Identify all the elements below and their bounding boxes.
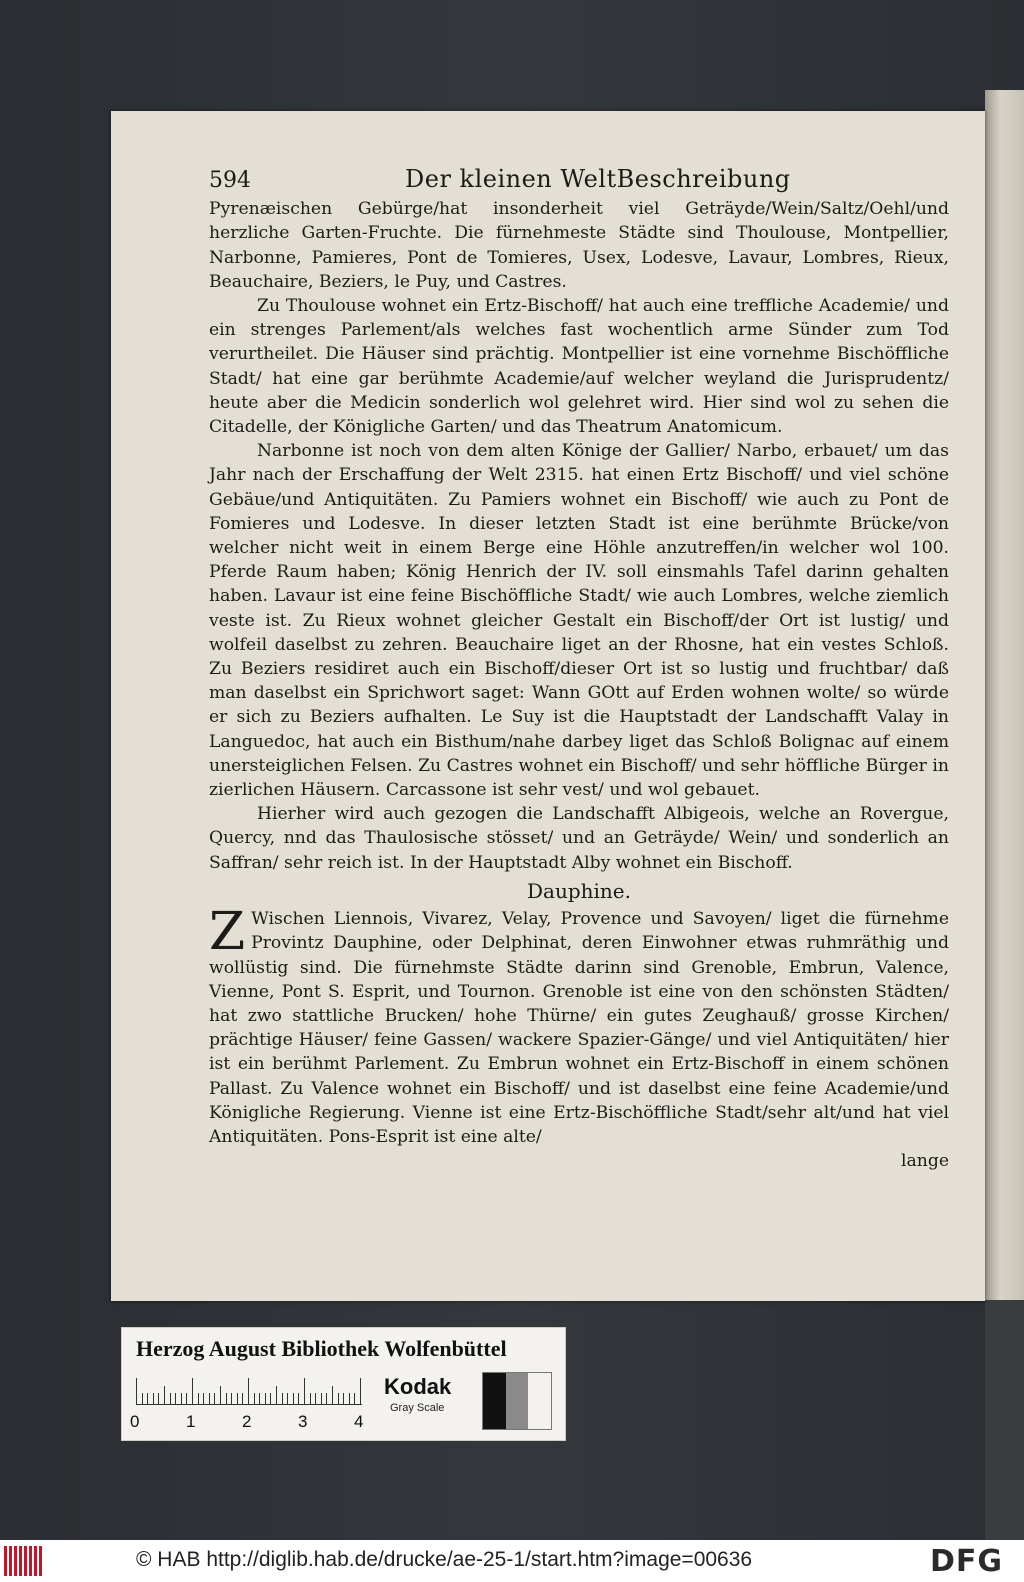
ruler-label: 1	[186, 1412, 196, 1431]
scan-edge	[985, 1300, 1024, 1540]
footer-bar	[0, 1540, 1024, 1582]
page-number: 594	[209, 168, 251, 193]
ruler-tick	[287, 1393, 288, 1404]
ruler-tick	[349, 1393, 350, 1404]
ruler-tick	[354, 1393, 355, 1404]
ruler-tick	[298, 1393, 299, 1404]
gray-swatches	[482, 1372, 552, 1430]
ruler	[136, 1376, 362, 1405]
ruler-tick	[276, 1386, 277, 1404]
swatch-white	[528, 1373, 551, 1429]
section-title: Dauphine.	[527, 878, 631, 903]
ruler-tick	[332, 1386, 333, 1404]
ruler-tick	[153, 1393, 154, 1404]
ruler-tick	[270, 1393, 271, 1404]
library-name: Herzog August Bibliothek Wolfenbüttel	[136, 1336, 507, 1361]
ruler-tick	[192, 1378, 193, 1404]
ruler-tick	[360, 1378, 361, 1404]
ruler-tick	[198, 1393, 199, 1404]
ruler-label: 2	[242, 1412, 252, 1431]
ruler-tick	[343, 1393, 344, 1404]
ruler-tick	[142, 1393, 143, 1404]
ruler-tick	[259, 1393, 260, 1404]
ruler-tick	[220, 1386, 221, 1404]
ruler-tick	[321, 1393, 322, 1404]
ruler-tick	[209, 1393, 210, 1404]
section-paragraph	[209, 902, 949, 1149]
swatch-black	[483, 1373, 506, 1429]
gray-scale-label: Gray Scale	[390, 1402, 445, 1414]
ruler-tick	[282, 1393, 283, 1404]
ruler-label: 0	[130, 1412, 140, 1431]
book-page	[111, 111, 985, 1301]
ruler-tick	[181, 1393, 182, 1404]
ruler-tick	[338, 1393, 339, 1404]
ruler-tick	[175, 1393, 176, 1404]
running-head: Der kleinen WeltBeschreibung	[405, 165, 791, 193]
adjacent-page-edge	[985, 90, 1024, 1300]
ruler-tick	[226, 1393, 227, 1404]
ruler-tick	[214, 1393, 215, 1404]
ruler-tick	[147, 1393, 148, 1404]
drop-initial: Z	[209, 902, 246, 963]
page-header	[209, 167, 949, 193]
ruler-tick	[315, 1393, 316, 1404]
ruler-tick	[265, 1393, 266, 1404]
ruler-tick	[203, 1393, 204, 1404]
ruler-tick	[231, 1393, 232, 1404]
swatch-gray	[506, 1373, 529, 1429]
paragraph: Pyrenæischen Gebürge/hat insonderheit viel Geträyde/Wein/Saltz/Oehl/und herzliche Garten-Fruchte. Die fürnehmeste Städte sind Thoulouse, Montpellier, Narbonne, Pamieres, Pont de Tomieres, Usex, Lodesve, Lavaur, Lombres, Rieux, Beauchaire, Beziers, le Puy, und Castres.	[209, 199, 949, 292]
ruler-label: 3	[298, 1412, 308, 1431]
ruler-tick	[136, 1378, 137, 1404]
ruler-tick	[242, 1393, 243, 1404]
paragraph: Narbonne ist noch von dem alten Könige der Gallier/ Narbo, erbauet/ um das Jahr nach der Erschaffung der Welt 2315. hat einen Ertz Bischoff/ und viel schöne Gebäue/und Antiquitäten. Zu Pamiers wohnet ein Bischoff/ wie auch zu Pont de Fomieres und Lodesve. In dieser letzten Stadt ist eine berühmte Brücke/von welcher nicht weit in einem Berge eine Höhle anzutreffen/in welcher wol 100. Pferde Raum haben; König Henrich der IV. soll einsmahls Tafel darinn gehalten haben. Lavaur ist eine feine Bischöffliche Stadt/ wie auch Lombres, welche ziemlich veste ist. Zu Rieux wohnet gleicher Gestalt ein Bischoff/der Ort ist lustig/ und wolfeil daselbst zu zehren. Beauchaire liget an der Rhosne, hat ein vestes Schloß. Zu Beziers residiret auch ein Bischoff/dieser Ort ist so lustig und fruchtbar/ daß man daselbst ein Sprichwort saget: Wann GOtt auf Erden wohnen wolte/ so würde er sich zu Beziers aufhalten. Le Suy ist die Hauptstadt der Landschafft Valay in Languedoc, hat auch ein Bisthum/nahe darbey liget das Schloß Bolignac auf einem unersteiglichen Felsen. Zu Castres wohnet ein Bischoff/ und sehr höffliche Bürger in zierlichen Häusern. Carcassone ist sehr vest/ und wol gebauet.	[209, 441, 949, 801]
ruler-tick	[164, 1386, 165, 1404]
ruler-labels	[130, 1412, 380, 1432]
ruler-tick	[248, 1378, 249, 1404]
paragraph: Zu Thoulouse wohnet ein Ertz-Bischoff/ hat auch eine treffliche Academie/ und ein strenges Parlement/als welches fast wochentlich arme Sünder zum Tod verurtheilet. Die Häuser sind prächtig. Montpellier ist eine vornehme Bischöffliche Stadt/ hat eine gar berühmte Academie/auf welcher weyland die Jurisprudentz/ heute aber die Medicin sonderlich wol gelehret wird. Hier sind wol zu sehen die Citadelle, der Königliche Garten/ und das Theatrum Anatomicum.	[209, 296, 949, 438]
ruler-tick	[326, 1393, 327, 1404]
ruler-tick	[186, 1393, 187, 1404]
page-text-block	[209, 167, 949, 1173]
catchword: lange	[901, 1151, 949, 1172]
ruler-tick	[170, 1393, 171, 1404]
footer-credit: © HAB http://diglib.hab.de/drucke/ae-25-1/start.htm?image=00636	[136, 1548, 753, 1571]
dfg-logo: DFG	[930, 1544, 1004, 1579]
ruler-tick	[304, 1378, 305, 1404]
paragraph: Hierher wird auch gezogen die Landschafft Albigeois, welche an Rovergue, Quercy, nnd das Thaulosische stösset/ und an Geträyde/ Wein/ und sonderlich an Saffran/ sehr reich ist. In der Hauptstadt Alby wohnet ein Bischoff.	[209, 804, 949, 873]
ruler-tick	[237, 1393, 238, 1404]
ruler-tick	[158, 1393, 159, 1404]
ruler-tick	[293, 1393, 294, 1404]
kodak-logo: Kodak	[384, 1374, 452, 1399]
hab-barcode-icon	[4, 1546, 46, 1576]
ruler-tick	[310, 1393, 311, 1404]
ruler-tick	[254, 1393, 255, 1404]
section-text: Wischen Liennois, Vivarez, Velay, Provence und Savoyen/ liget die fürnehme Provintz Dauphine, oder Delphinat, deren Einwohner etwas ruhmräthig und wollüstig sind. Die fürnehmste Städte darinn sind Grenoble, Embrun, Valence, Vienne, Pont S. Esprit, und Tournon. Grenoble ist eine von den schönsten Städten/ hat zwo stattliche Brucken/ hohe Thürne/ ein gutes Zeughauß/ grosse Kirchen/ prächtige Häuser/ feine Gassen/ wackere Spazier-Gänge/ und viel Antiquitäten/ hier ist ein berühmt Parlement. Zu Embrun wohnet ein Ertz-Bischoff in einem schönen Pallast. Zu Valence wohnet ein Bischoff/ und ist daselbst eine feine Academie/und Königliche Regierung. Vienne ist eine Ertz-Bischöffliche Stadt/sehr alt/und hat viel Antiquitäten. Pons-Esprit ist eine alte/	[209, 909, 949, 1147]
ruler-label: 4	[354, 1412, 364, 1431]
color-calibration-bar	[121, 1327, 566, 1441]
